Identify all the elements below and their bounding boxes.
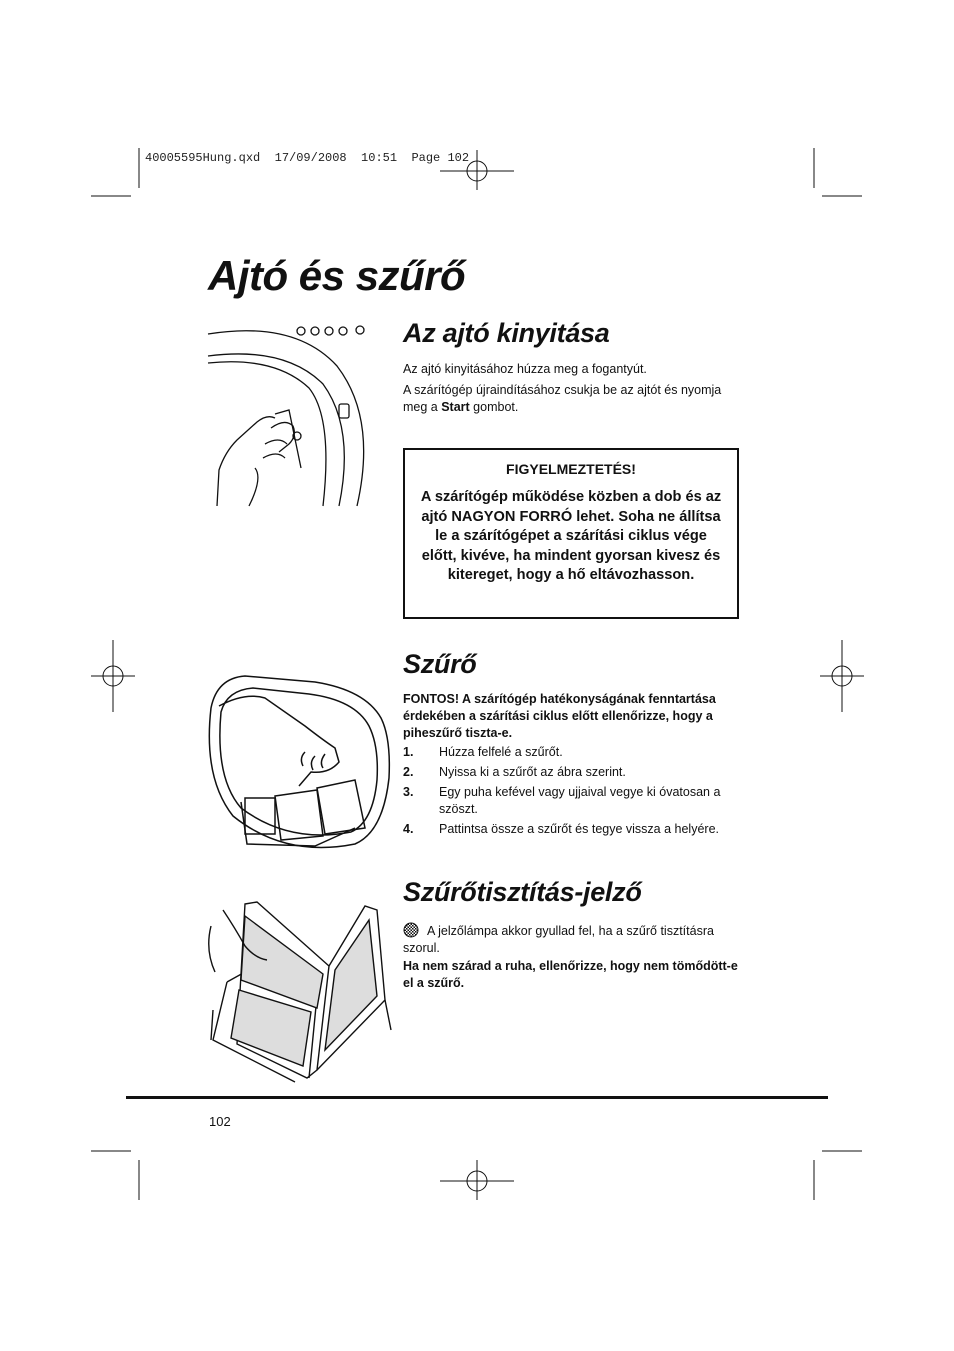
filter-important: FONTOS! A szárítógép hatékonyságának fenntartása érdekében a szárítási ciklus előtt ellenőrizze, hogy a piheszűrő tiszta-e. bbox=[403, 692, 716, 740]
door-illustration bbox=[205, 318, 390, 508]
warning-title: FIGYELMEZTETÉS! bbox=[506, 461, 636, 477]
indicator-text-2: Ha nem szárad a ruha, ellenőrizze, hogy nem tömődött-e el a szűrő. bbox=[403, 959, 738, 990]
step-number: 4. bbox=[403, 822, 414, 836]
filter-cleaning-illustration bbox=[205, 900, 395, 1085]
footer-rule bbox=[126, 1096, 828, 1099]
step-number: 1. bbox=[403, 745, 414, 759]
list-item bbox=[403, 821, 748, 838]
indicator-heading: Szűrőtisztítás-jelző bbox=[403, 877, 642, 907]
filter-illustration bbox=[205, 668, 395, 853]
page-number: 102 bbox=[209, 1114, 231, 1129]
start-label: Start bbox=[441, 400, 470, 414]
indicator-text-1-content: A jelzőlámpa akkor gyullad fel, ha a szűrő tisztításra szorul. bbox=[403, 924, 714, 955]
step-text: Nyissa ki a szűrőt az ábra szerint. bbox=[439, 765, 626, 779]
door-text-2-end: gombot. bbox=[469, 400, 519, 414]
warning-body: A szárítógép működése közben a dob és az ajtó NAGYON FORRÓ lehet. Soha ne állítsa le a szárítógépet a szárítási ciklus vége előtt, kivéve, ha mindent gyorsan kivesz és kitereget, hogy a hő eltávozhasson. bbox=[420, 489, 722, 583]
door-heading: Az ajtó kinyitása bbox=[403, 318, 610, 348]
door-text-2 bbox=[403, 382, 743, 416]
indicator-text-1 bbox=[403, 922, 743, 957]
step-number: 3. bbox=[403, 785, 414, 799]
page-title: Ajtó és szűrő bbox=[208, 252, 466, 299]
step-text: Húzza felfelé a szűrőt. bbox=[439, 745, 563, 759]
filter-steps bbox=[403, 744, 748, 841]
warning-box bbox=[403, 448, 739, 619]
door-text-2-start: A szárítógép újraindításához csukja be az ajtót és nyomja meg a bbox=[403, 383, 722, 414]
door-text-1: Az ajtó kinyitásához húzza meg a fogantyút. bbox=[403, 362, 647, 376]
step-text: Egy puha kefével vagy ujjaival vegye ki óvatosan a szöszt. bbox=[439, 785, 721, 816]
list-item bbox=[403, 784, 748, 818]
step-text: Pattintsa össze a szűrőt és tegye vissza a helyére. bbox=[439, 822, 719, 836]
list-item bbox=[403, 764, 748, 781]
file-slug: 40005595Hung.qxd 17/09/2008 10:51 Page 102 bbox=[145, 151, 470, 165]
filter-heading: Szűrő bbox=[403, 649, 477, 679]
filter-indicator-icon bbox=[403, 922, 419, 938]
step-number: 2. bbox=[403, 765, 414, 779]
list-item bbox=[403, 744, 748, 761]
